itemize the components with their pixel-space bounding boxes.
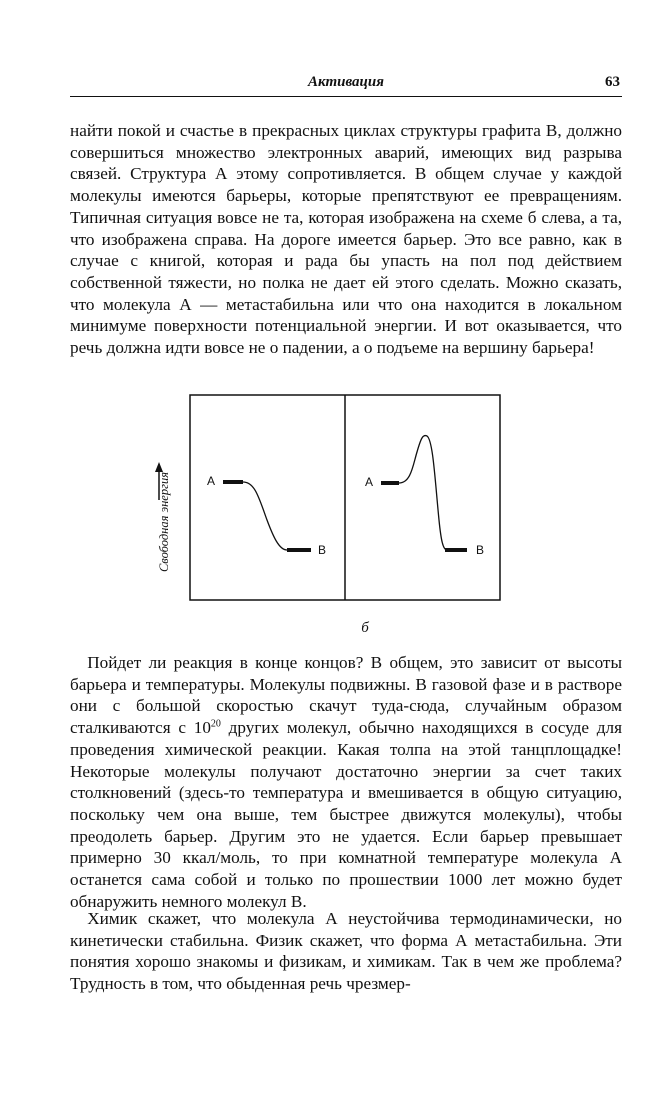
paragraph-3-text: Химик скажет, что молекула А неустойчива термодинамически, но кинетически стабильна. Физик скажет, что форма А метастабильна. Эти понятия хорошо знакомы и физикам, и химикам. Так в чем же проблема? Трудность в том, что обыденная речь чрезмер- [70,909,622,994]
left-label-b: B [318,543,327,557]
page-header [70,72,622,97]
paragraph-2-start: Пойдет ли реакция в конце концов? В общем, это зависит от высоты барьера и температуры. Молекулы подвижны. В газовой фазе и в растворе они с большой скоростью скачут туда-сюда, случайным образом сталкиваются с 10 [70,653,622,738]
right-label-b: B [476,543,485,557]
left-energy-curve [223,482,311,550]
right-energy-curve [381,436,467,550]
left-label-a: A [207,474,216,488]
axis-label-free-energy: Свободная энергия [157,471,171,573]
page-number: 63 [605,74,620,90]
energy-diagram [155,390,515,620]
right-label-a: A [365,475,374,489]
paragraph-1: найти покой и счастье в прекрасных циклах структуры графита В, должно совершиться множество электронных аварий, имеющих вид разрыва связей. Структура А этому сопротивляется. В общем случае у каждой молекулы имеются барьеры, которые препятствуют ее превращениям. Типичная ситуация вовсе не та, которая изображена на схеме б слева, а та, что изображена справа. На дороге имеется барьер. Это все равно, как в случае с книгой, которая и рада бы упасть на пол под действием собственной тяжести, но полка не дает ей этого сделать. Можно сказать, что молекула А — метастабильна или что она находится в локальном минимуме поверхности потенциальной энергии. И вот оказывается, что речь должна идти вовсе не о падении, а о подъеме на вершину барьера! [70,121,622,358]
paragraph-2-end: других молекул, обычно находящихся в сосуде для проведения химической реакции. Какая толпа на этой танцплощадке! Некоторые молекулы получают достаточно энергии за счет таких столкновений (здесь-то температура и вмешивается в общую ситуацию, поскольку чем она выше, тем быстрее движутся молекулы), чтобы преодолеть барьер. Другим это не удается. Если барьер превышает примерно 30 ккал/моль, то при комнатной температуре молекула А останется сама собой и только по прошествии 1000 лет можно будет обнаружить немного молекул В. [70,718,622,911]
running-title: Активация [308,74,384,90]
paragraph-3 [70,908,622,995]
figure-caption: б [361,620,369,636]
energy-diagram-figure [155,390,515,650]
exponent: 20 [210,718,221,730]
paragraph-2 [70,652,622,912]
